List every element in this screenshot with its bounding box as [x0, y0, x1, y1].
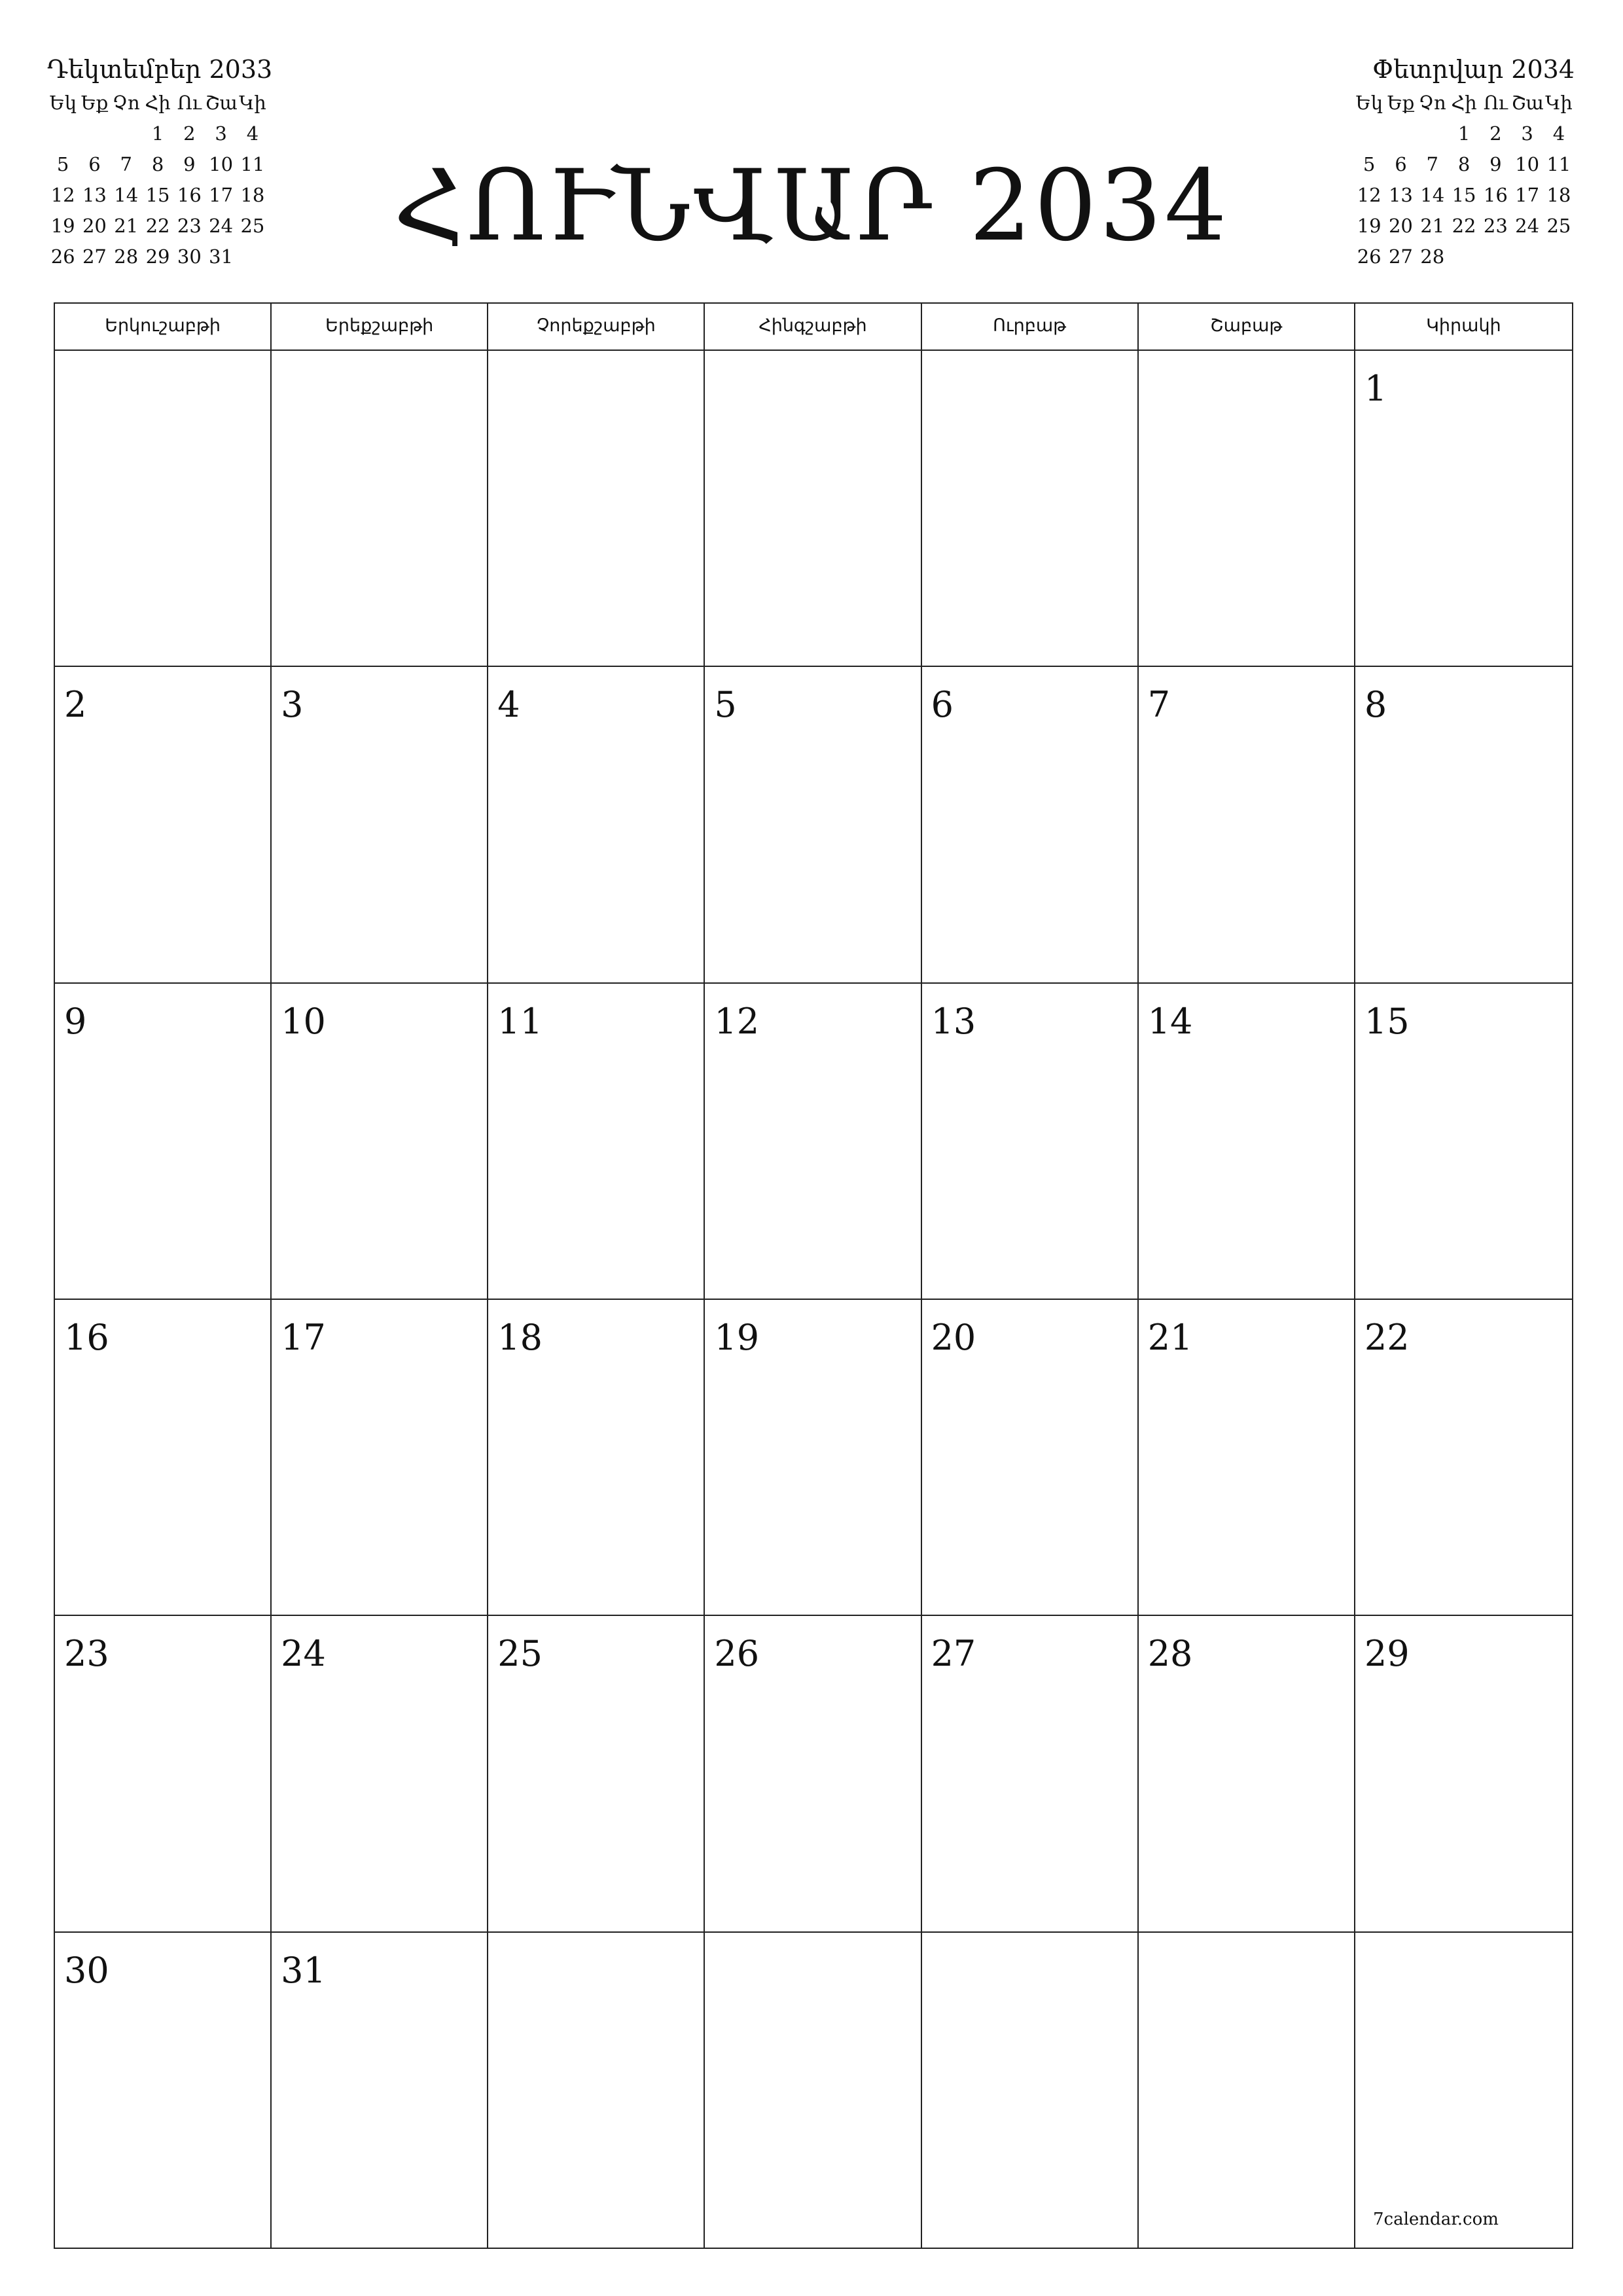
- mini-day: 15: [1452, 184, 1476, 206]
- mini-day: 2: [1489, 122, 1502, 145]
- mini-calendar-grid: [1353, 88, 1575, 272]
- mini-day: 17: [1515, 184, 1540, 206]
- day-cell[interactable]: [922, 351, 1139, 667]
- day-number: 21: [1147, 1317, 1193, 1358]
- day-number: 24: [281, 1633, 326, 1675]
- mini-day: 6: [88, 153, 101, 175]
- mini-day: 21: [1420, 215, 1445, 237]
- calendar-day-grid: [55, 351, 1572, 2249]
- weekday-header: Ուրբաթ: [922, 304, 1139, 350]
- mini-day: 16: [1483, 184, 1508, 206]
- weekday-header-row: [55, 304, 1572, 351]
- mini-day: 8: [151, 153, 164, 175]
- page-title: ՀՈՒՆՎԱՐ 2034: [393, 149, 1230, 263]
- day-number: 22: [1364, 1317, 1410, 1358]
- mini-calendar-title: Դեկտեմբեր 2033: [47, 55, 273, 84]
- mini-weekday-label: Եք: [1387, 92, 1415, 114]
- mini-day: 22: [1452, 215, 1476, 237]
- day-cell[interactable]: [705, 984, 921, 1300]
- mini-day: 4: [1552, 122, 1565, 145]
- day-cell[interactable]: [705, 1300, 921, 1616]
- mini-day: 8: [1457, 153, 1471, 175]
- mini-weekday-label: Շա: [205, 92, 238, 114]
- weekday-header: Երկուշաբթի: [55, 304, 272, 350]
- day-cell[interactable]: [55, 984, 272, 1300]
- day-cell[interactable]: [272, 351, 488, 667]
- mini-day: [47, 118, 79, 149]
- day-cell[interactable]: [272, 1300, 488, 1616]
- day-number: 20: [931, 1317, 976, 1358]
- day-number: 19: [714, 1317, 760, 1358]
- mini-day: 3: [1521, 122, 1533, 145]
- mini-day: 15: [145, 184, 170, 206]
- mini-weekday-label: Չո: [112, 92, 140, 114]
- day-cell[interactable]: [488, 351, 705, 667]
- mini-day: 11: [240, 153, 265, 175]
- mini-day: [111, 118, 142, 149]
- mini-day: 23: [177, 215, 202, 237]
- day-number: 29: [1364, 1633, 1410, 1675]
- mini-day: 25: [240, 215, 265, 237]
- day-number: 9: [64, 1000, 87, 1042]
- day-cell[interactable]: [705, 1616, 921, 1932]
- mini-calendar-next-month: [1353, 51, 1575, 272]
- day-cell[interactable]: [488, 667, 705, 983]
- mini-day: 22: [145, 215, 170, 237]
- mini-day: 25: [1546, 215, 1571, 237]
- mini-day: 19: [50, 215, 75, 237]
- mini-day: 13: [82, 184, 107, 206]
- day-number: 15: [1364, 1000, 1410, 1042]
- day-cell[interactable]: [488, 1933, 705, 2249]
- mini-weekday-label: Հի: [145, 92, 171, 114]
- day-number: 28: [1147, 1633, 1193, 1675]
- mini-day: 20: [1388, 215, 1413, 237]
- mini-day: 11: [1546, 153, 1571, 175]
- day-cell[interactable]: [1355, 1616, 1572, 1932]
- mini-weekday-label: Շա: [1511, 92, 1544, 114]
- mini-weekday-label: Կի: [1545, 92, 1573, 114]
- mini-weekday-label: Եկ: [1355, 92, 1383, 114]
- weekday-header: Շաբաթ: [1139, 304, 1355, 350]
- mini-day: 1: [1457, 122, 1471, 145]
- day-cell[interactable]: [922, 1933, 1139, 2249]
- day-number: 14: [1147, 1000, 1193, 1042]
- day-cell[interactable]: [1139, 1616, 1355, 1932]
- mini-day: 19: [1357, 215, 1382, 237]
- day-number: 18: [497, 1317, 543, 1358]
- day-cell[interactable]: [1139, 1933, 1355, 2249]
- day-number: 13: [931, 1000, 976, 1042]
- day-cell[interactable]: [922, 1300, 1139, 1616]
- mini-day: 12: [50, 184, 75, 206]
- day-cell[interactable]: [55, 1616, 272, 1932]
- mini-day: 14: [114, 184, 139, 206]
- mini-day: 27: [82, 245, 107, 268]
- mini-day: 20: [82, 215, 107, 237]
- mini-day: 28: [114, 245, 139, 268]
- mini-day: 4: [246, 122, 259, 145]
- mini-day: 24: [1515, 215, 1540, 237]
- mini-calendar-grid: [47, 88, 272, 272]
- mini-day: 26: [1357, 245, 1382, 268]
- mini-day: 17: [209, 184, 234, 206]
- day-cell[interactable]: [1139, 984, 1355, 1300]
- day-cell[interactable]: [1355, 667, 1572, 983]
- mini-weekday-label: Ու: [177, 92, 202, 114]
- day-number: 3: [281, 684, 304, 726]
- mini-day: [1385, 118, 1416, 149]
- day-number: 23: [64, 1633, 109, 1675]
- day-number: 11: [497, 1000, 543, 1042]
- mini-day: 30: [177, 245, 202, 268]
- mini-day: 1: [151, 122, 164, 145]
- weekday-header: Կիրակի: [1426, 315, 1501, 336]
- mini-weekday-label: Եկ: [49, 92, 77, 114]
- day-cell[interactable]: [272, 984, 488, 1300]
- mini-day: 2: [183, 122, 196, 145]
- day-cell[interactable]: [488, 984, 705, 1300]
- day-cell[interactable]: [1355, 351, 1572, 667]
- mini-day: 9: [1489, 153, 1502, 175]
- mini-day: 10: [1515, 153, 1540, 175]
- day-cell[interactable]: [1355, 1933, 1572, 2249]
- footer-credit: 7calendar.com: [1373, 2210, 1499, 2229]
- day-cell[interactable]: [272, 1933, 488, 2249]
- mini-calendar-previous-month: [47, 51, 272, 272]
- day-cell[interactable]: [705, 667, 921, 983]
- weekday-header: Երեքշաբթի: [272, 304, 488, 350]
- mini-day: 9: [183, 153, 196, 175]
- day-cell[interactable]: [55, 1300, 272, 1616]
- month-calendar: [54, 302, 1573, 2249]
- day-cell[interactable]: [922, 984, 1139, 1300]
- day-number: 1: [1364, 368, 1387, 409]
- mini-day: 3: [215, 122, 227, 145]
- day-cell[interactable]: [705, 351, 921, 667]
- mini-weekday-label: Եք: [80, 92, 109, 114]
- day-number: 10: [281, 1000, 326, 1042]
- mini-weekday-label: Հի: [1451, 92, 1477, 114]
- mini-day: 10: [209, 153, 234, 175]
- mini-calendar-title: Փետրվար 2034: [1372, 55, 1575, 84]
- mini-day: 26: [50, 245, 75, 268]
- day-cell[interactable]: [1355, 1300, 1572, 1616]
- weekday-header: Չորեքշաբթի: [488, 304, 705, 350]
- day-cell[interactable]: [55, 667, 272, 983]
- mini-day: 6: [1395, 153, 1407, 175]
- day-number: 5: [714, 684, 737, 726]
- day-number: 26: [714, 1633, 760, 1675]
- day-number: 2: [64, 684, 87, 726]
- day-number: 25: [497, 1633, 543, 1675]
- day-cell[interactable]: [55, 351, 272, 667]
- mini-day: [79, 118, 110, 149]
- mini-day: 23: [1483, 215, 1508, 237]
- mini-day: 7: [1426, 153, 1438, 175]
- day-number: 6: [931, 684, 954, 726]
- day-cell[interactable]: [488, 1300, 705, 1616]
- day-number: 27: [931, 1633, 976, 1675]
- mini-day: 14: [1420, 184, 1445, 206]
- day-cell[interactable]: [1355, 984, 1572, 1300]
- mini-day: 24: [209, 215, 234, 237]
- day-cell[interactable]: [1139, 1300, 1355, 1616]
- day-cell[interactable]: [1139, 667, 1355, 983]
- mini-day: 12: [1357, 184, 1382, 206]
- mini-day: 18: [1546, 184, 1571, 206]
- mini-day: 31: [209, 245, 234, 268]
- day-number: 17: [281, 1317, 326, 1358]
- mini-day: [1353, 118, 1385, 149]
- mini-day: [1417, 118, 1448, 149]
- mini-day: 21: [114, 215, 139, 237]
- mini-day: 27: [1388, 245, 1413, 268]
- day-cell[interactable]: [272, 667, 488, 983]
- mini-day: 5: [56, 153, 69, 175]
- mini-day: 13: [1388, 184, 1413, 206]
- day-cell[interactable]: [922, 667, 1139, 983]
- day-number: 31: [281, 1949, 326, 1991]
- day-cell[interactable]: [272, 1616, 488, 1932]
- mini-weekday-label: Կի: [239, 92, 266, 114]
- day-number: 4: [497, 684, 520, 726]
- day-number: 12: [714, 1000, 760, 1042]
- day-cell[interactable]: [1139, 351, 1355, 667]
- mini-day: 29: [145, 245, 170, 268]
- mini-day: 28: [1420, 245, 1445, 268]
- mini-day: 16: [177, 184, 202, 206]
- day-cell[interactable]: [488, 1616, 705, 1932]
- day-number: 30: [64, 1949, 109, 1991]
- day-number: 16: [64, 1317, 109, 1358]
- weekday-header: Հինգշաբթի: [705, 304, 921, 350]
- mini-weekday-label: Չո: [1418, 92, 1446, 114]
- day-cell[interactable]: [922, 1616, 1139, 1932]
- mini-day: 5: [1363, 153, 1376, 175]
- mini-day: 18: [240, 184, 265, 206]
- mini-weekday-label: Ու: [1483, 92, 1508, 114]
- day-number: 7: [1147, 684, 1171, 726]
- mini-day: 7: [120, 153, 132, 175]
- day-cell[interactable]: [705, 1933, 921, 2249]
- day-number: 8: [1364, 684, 1387, 726]
- day-cell[interactable]: [55, 1933, 272, 2249]
